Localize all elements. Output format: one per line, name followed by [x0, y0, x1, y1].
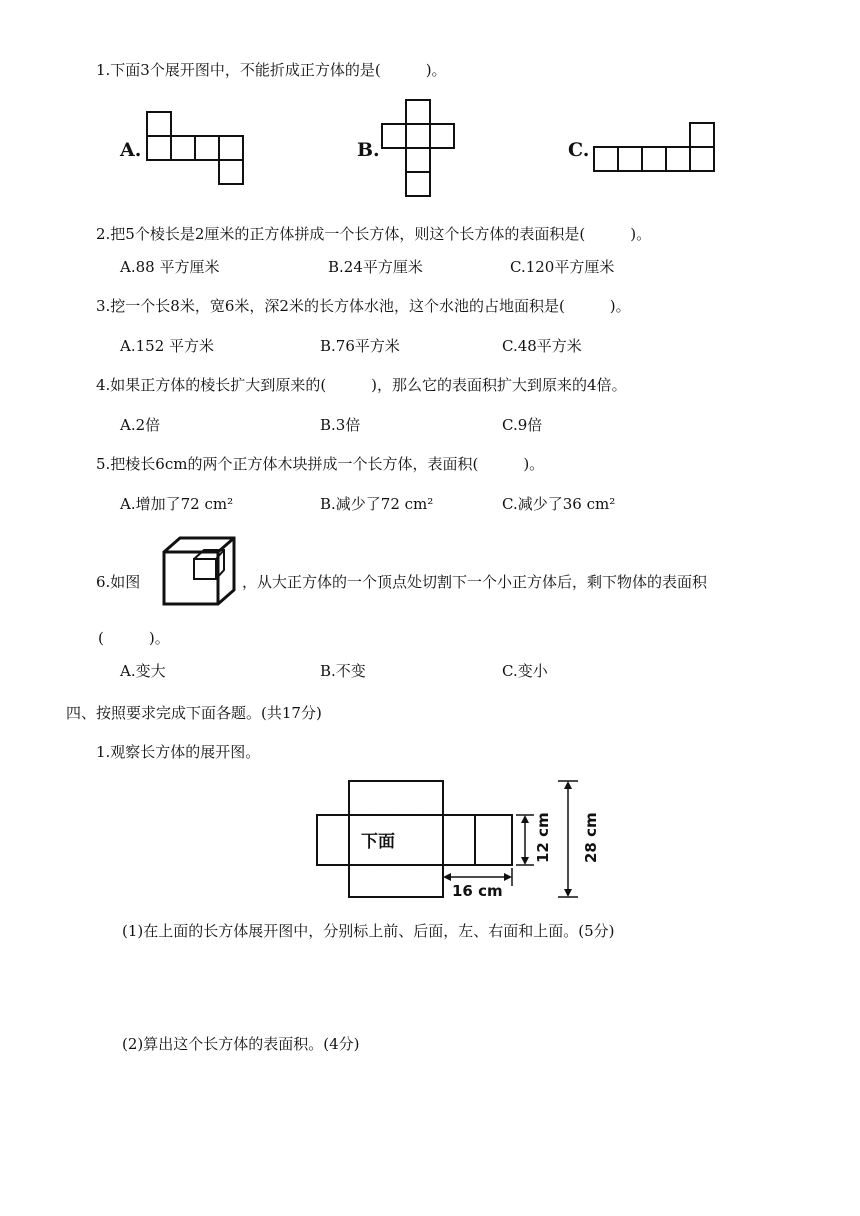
q6-option-a: A.变大	[120, 662, 166, 680]
q4-option-c: C.9倍	[502, 416, 543, 434]
q2-option-a: A.88 平方厘米	[120, 258, 220, 276]
dim-width-label: 16 cm	[452, 882, 503, 900]
q6-option-c: C.变小	[502, 662, 548, 680]
q4-text: 4.如果正方体的棱长扩大到原来的( )，那么它的表面积扩大到原来的4倍。	[96, 376, 627, 394]
q6-option-b: B.不变	[320, 662, 366, 680]
q3-text: 3.挖一个长8米，宽6米，深2米的长方体水池，这个水池的占地面积是( )。	[96, 297, 631, 315]
dim-height-label: 12 cm	[534, 812, 552, 863]
section4-heading: 四、按照要求完成下面各题。(共17分)	[66, 704, 322, 722]
net-center-label: 下面	[361, 832, 395, 852]
q5-option-a: A.增加了72 cm²	[120, 495, 234, 513]
q2-text: 2.把5个棱长是2厘米的正方体拼成一个长方体，则这个长方体的表面积是( )。	[96, 225, 652, 243]
q3-option-b: B.76平方米	[320, 337, 400, 355]
q6-blank: ( )。	[98, 629, 170, 647]
q1-text: 1.下面3个展开图中，不能折成正方体的是( )。	[96, 61, 447, 79]
q5-option-c: C.减少了36 cm²	[502, 495, 616, 513]
section4-part1: (1)在上面的长方体展开图中，分别标上前、后面，左、右面和上面。(5分)	[122, 922, 615, 940]
dim-total-label: 28 cm	[582, 812, 600, 863]
q6-prefix: 6.如图	[96, 573, 141, 591]
q5-option-b: B.减少了72 cm²	[320, 495, 434, 513]
section4-q1-title: 1.观察长方体的展开图。	[96, 743, 261, 761]
q3-option-c: C.48平方米	[502, 337, 582, 355]
figure-label-c: C.	[568, 139, 590, 161]
q5-text: 5.把棱长6cm的两个正方体木块拼成一个长方体，表面积( )。	[96, 455, 545, 473]
q2-option-c: C.120平方厘米	[510, 258, 615, 276]
q4-option-a: A.2倍	[120, 416, 161, 434]
q4-option-b: B.3倍	[320, 416, 361, 434]
q3-option-a: A.152 平方米	[120, 337, 214, 355]
figure-label-b: B.	[357, 139, 380, 161]
q2-option-b: B.24平方厘米	[328, 258, 423, 276]
section4-part2: (2)算出这个长方体的表面积。(4分)	[122, 1035, 360, 1053]
q6-suffix: ，从大正方体的一个顶点处切割下一个小正方体后，剩下物体的表面积	[242, 573, 708, 591]
figure-label-a: A.	[120, 139, 142, 161]
